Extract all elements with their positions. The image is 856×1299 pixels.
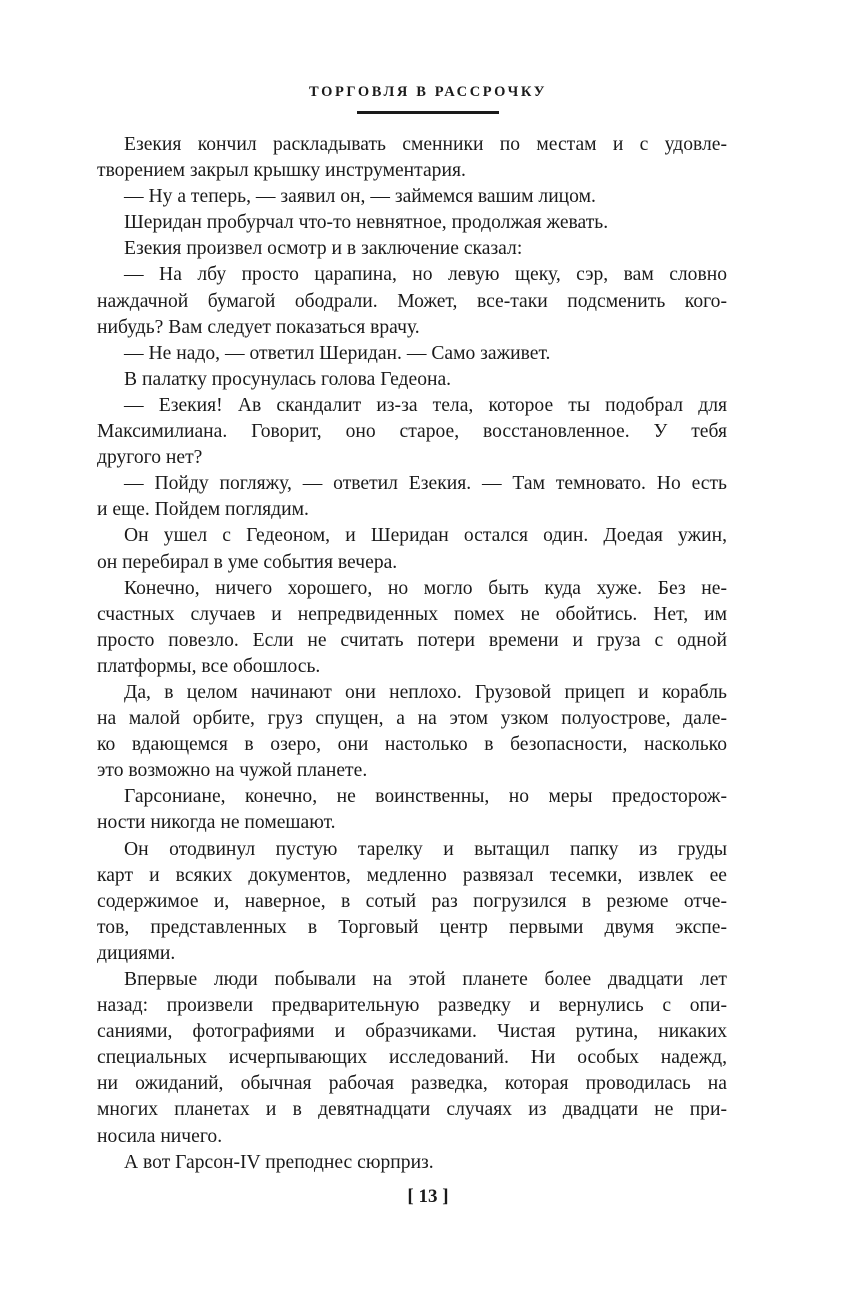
text-line: ни ожиданий, обычная рабочая разведка, которая проводилась на xyxy=(97,1073,727,1095)
text-line: Максимилиана. Говорит, оно старое, восстановленное. У тебя xyxy=(97,421,727,443)
running-head: ТОРГОВЛЯ В РАССРОЧКУ xyxy=(309,84,547,100)
text-line: счастных случаев и непредвиденных помех не обойтись. Нет, им xyxy=(97,603,727,625)
text-line: многих планетах и в девятнадцати случаях из двадцати не при- xyxy=(97,1099,727,1121)
text-line: В палатку просунулась голова Гедеона. xyxy=(124,368,452,390)
text-line: — Ну а теперь, — заявил он, — займемся вашим лицом. xyxy=(124,186,596,208)
text-line: нибудь? Вам следует показаться врачу. xyxy=(97,316,420,338)
text-line: ности никогда не помешают. xyxy=(97,812,336,834)
text-line: А вот Гарсон-IV преподнес сюрприз. xyxy=(124,1151,434,1173)
body-text xyxy=(97,132,727,1176)
text-line: наждачной бумагой ободрали. Может, все-таки подсменить кого- xyxy=(97,290,727,312)
text-line: тов, представленных в Торговый центр первыми двумя экспе- xyxy=(97,916,727,938)
text-line: Езекия произвел осмотр и в заключение сказал: xyxy=(124,238,523,260)
text-line: Шеридан пробурчал что-то невнятное, продолжая жевать. xyxy=(124,212,609,234)
text-line: творением закрыл крышку инструментария. xyxy=(97,160,466,182)
text-line: просто повезло. Если не считать потери времени и груза с одной xyxy=(97,629,727,651)
text-line: карт и всяких документов, медленно развязал тесемки, извлек ее xyxy=(97,864,727,886)
text-line: Он отодвинул пустую тарелку и вытащил папку из груды xyxy=(124,838,727,860)
text-line: Конечно, ничего хорошего, но могло быть куда хуже. Без не- xyxy=(124,577,727,599)
text-line: — Не надо, — ответил Шеридан. — Само заживет. xyxy=(124,342,551,364)
text-line: Впервые люди побывали на этой планете более двадцати лет xyxy=(124,969,727,990)
text-line: другого нет? xyxy=(97,447,203,469)
text-line: Езекия кончил раскладывать сменники по местам и с удовле- xyxy=(124,134,727,155)
text-line: Он ушел с Гедеоном, и Шеридан остался один. Доедая ужин, xyxy=(124,525,727,547)
text-line: — На лбу просто царапина, но левую щеку, сэр, вам словно xyxy=(124,264,727,286)
text-line: специальных исчерпывающих исследований. Ни особых надежд, xyxy=(97,1047,727,1069)
text-line: содержимое и, наверное, в сотый раз погрузился в резюме отче- xyxy=(97,890,727,912)
text-line: Да, в целом начинают они неплохо. Грузовой прицеп и корабль xyxy=(124,681,727,703)
text-line: это возможно на чужой планете. xyxy=(97,760,368,782)
text-line: — Пойду погляжу, — ответил Езекия. — Там темновато. Но есть xyxy=(124,473,727,495)
text-line: назад: произвели предварительную разведку и вернулись с опи- xyxy=(97,995,727,1017)
text-line: носила ничего. xyxy=(97,1125,223,1147)
text-line: саниями, фотографиями и образчиками. Чистая рутина, никаких xyxy=(97,1021,727,1043)
running-head-rule xyxy=(357,111,499,114)
page-number: [ 13 ] xyxy=(407,1186,449,1207)
text-line: дициями. xyxy=(97,942,176,964)
text-line: Гарсониане, конечно, не воинственны, но меры предосторож- xyxy=(124,786,727,808)
text-line: на малой орбите, груз спущен, а на этом узком полуострове, дале- xyxy=(97,708,727,730)
text-line: он перебирал в уме события вечера. xyxy=(97,551,398,573)
text-line: и еще. Пойдем поглядим. xyxy=(97,499,309,521)
text-line: — Езекия! Ав скандалит из-за тела, которое ты подобрал для xyxy=(124,394,727,416)
text-line: ко вдающемся в озеро, они настолько в безопасности, насколько xyxy=(97,734,727,756)
text-line: платформы, все обошлось. xyxy=(97,655,321,677)
